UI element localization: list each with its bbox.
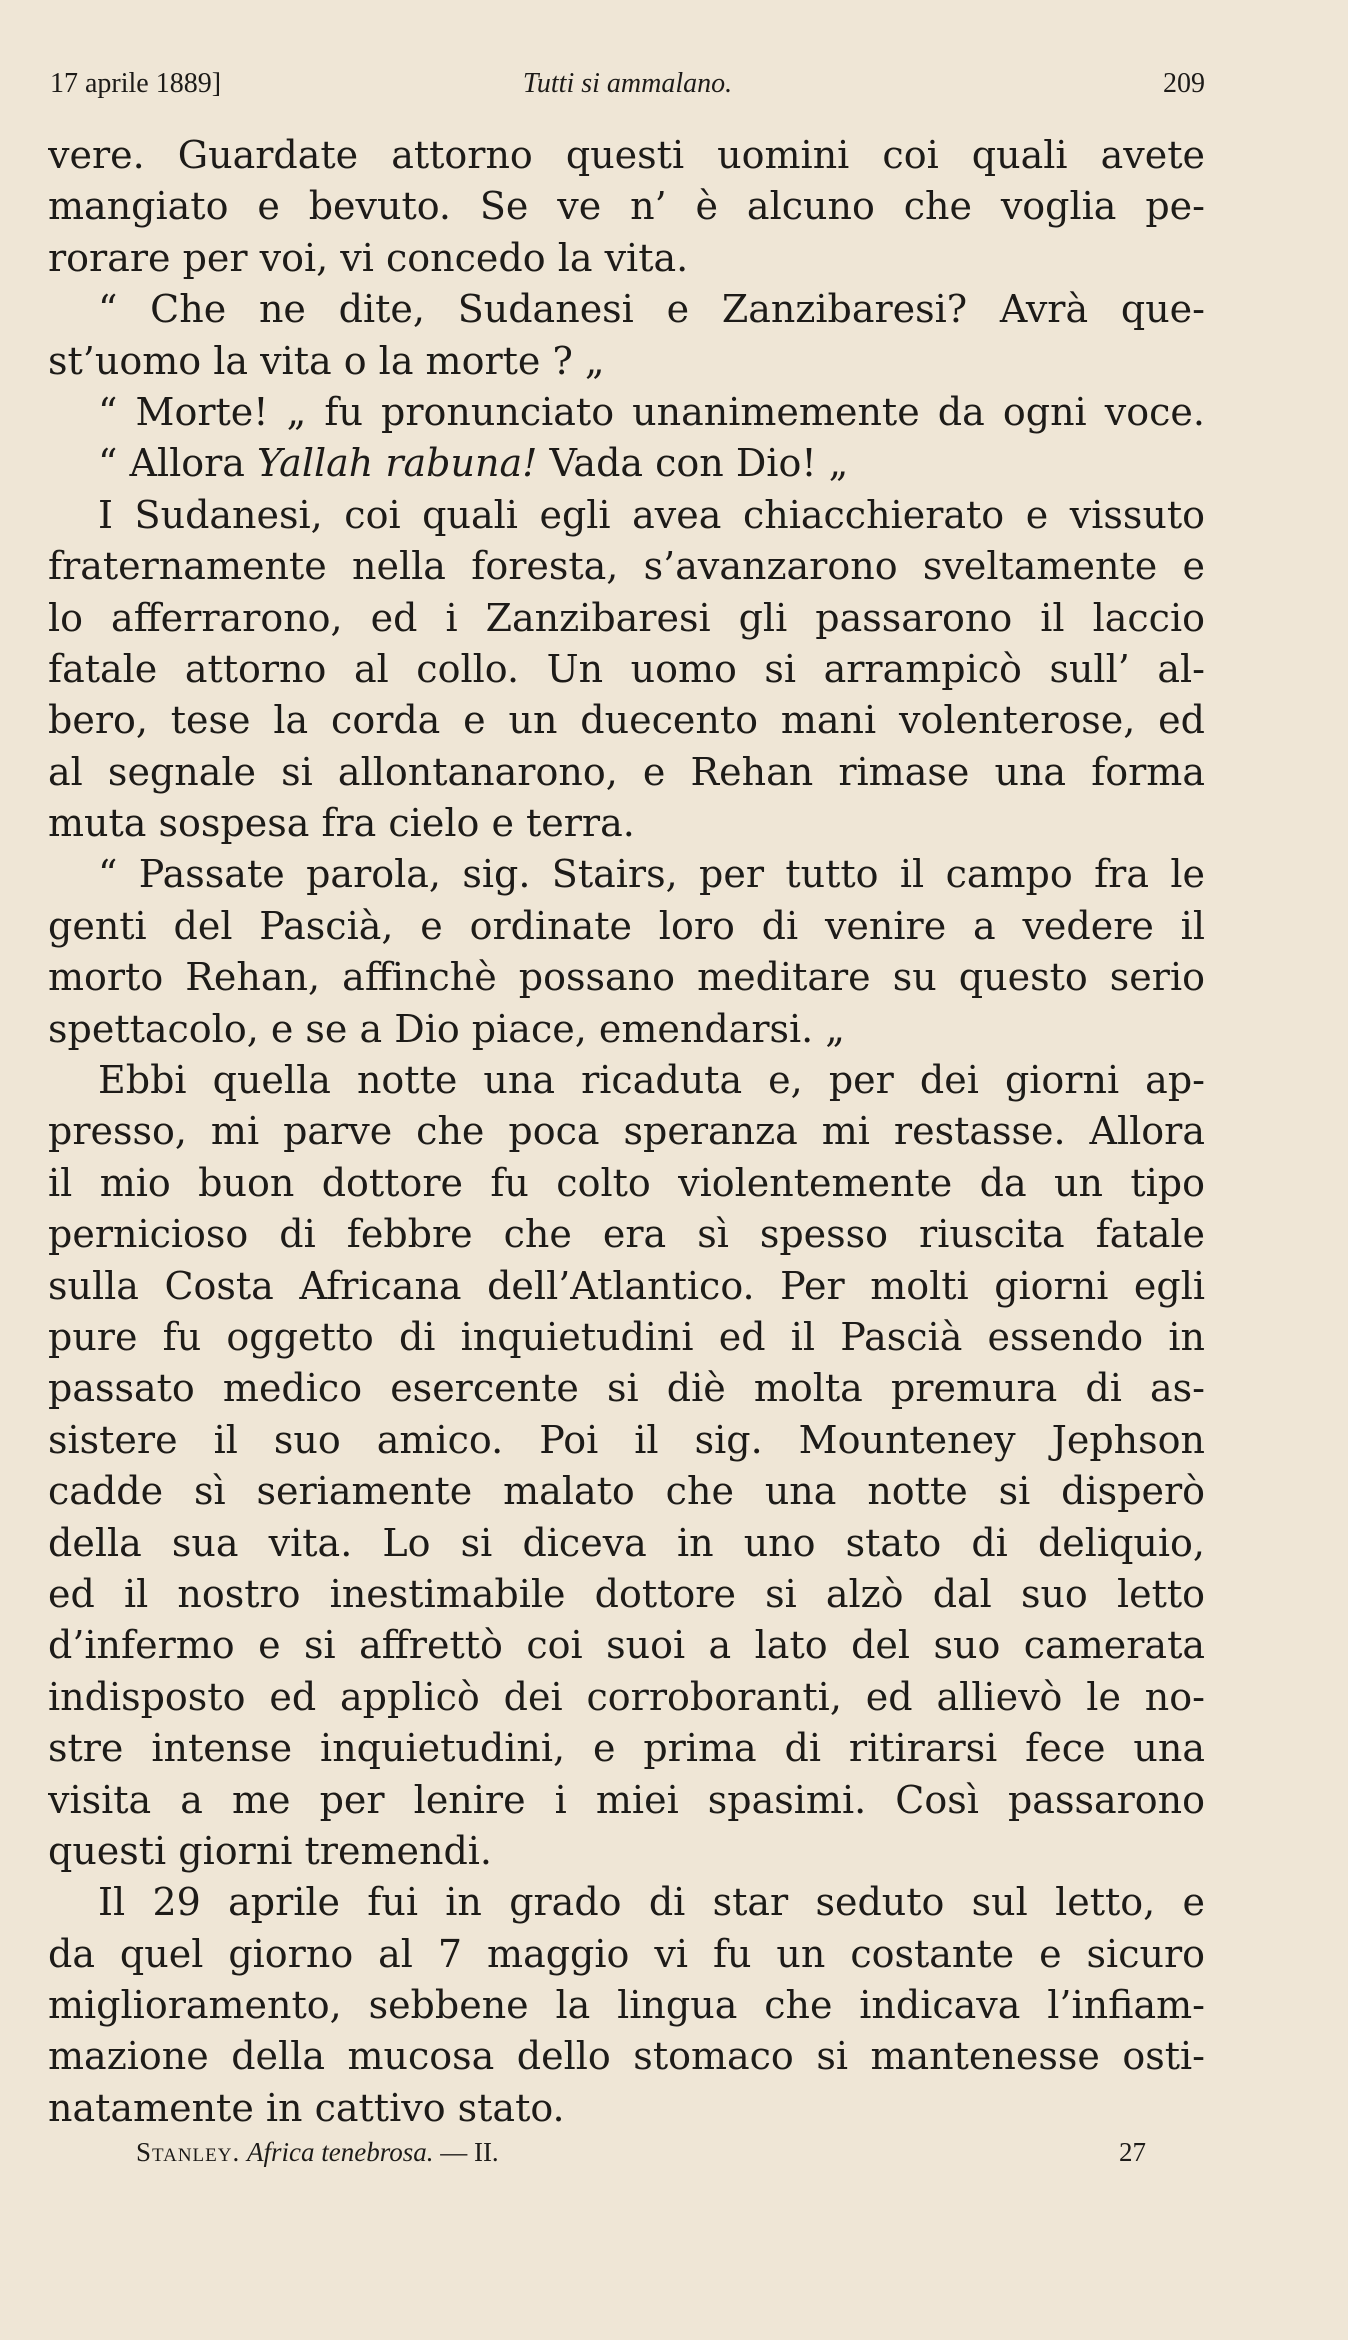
text-line: il mio buon dottore fu colto violentemente da un tipo (48, 1160, 1205, 1205)
text-line: visita a me per lenire i miei spasimi. Così passarono (48, 1777, 1205, 1822)
text-line: indisposto ed applicò dei corroboranti, ed allievò le no- (48, 1674, 1205, 1719)
signature-number: 27 (1119, 2137, 1146, 2167)
text-line: cadde sì seriamente malato che una notte si disperò (48, 1469, 1205, 1514)
text-line: pure fu oggetto di inquietudini ed il Pascià essendo in (48, 1314, 1205, 1359)
chapter-title: Tutti si ammalano. (522, 68, 733, 99)
footer-volume: II. (473, 2137, 499, 2167)
body-text (48, 130, 1205, 2134)
text-line: passato medico esercente si diè molta premura di as- (48, 1366, 1205, 1411)
text-line: al segnale si allontanarono, e Rehan rimase una forma (48, 749, 1205, 794)
text-line: “ Che ne dite, Sudanesi e Zanzibaresi? Avrà que- (98, 287, 1205, 332)
footer-author: Stanley. (136, 2137, 241, 2167)
footer-book-title: Africa tenebrosa. (246, 2137, 434, 2167)
text-line: bero, tese la corda e un duecento mani volenterose, ed (48, 698, 1205, 743)
page-number: 209 (1163, 68, 1205, 99)
text-line: lo afferrarono, ed i Zanzibaresi gli passarono il laccio (48, 595, 1205, 640)
text-line: mazione della mucosa dello stomaco si mantenesse osti- (48, 2034, 1205, 2079)
text-line: presso, mi parve che poca speranza mi restasse. Allora (48, 1109, 1205, 1154)
text-line: sistere il suo amico. Poi il sig. Mounteney Jephson (48, 1417, 1205, 1462)
text-line: “ Allora Yallah rabuna! Vada con Dio! „ (98, 441, 849, 486)
text-line: stre intense inquietudini, e prima di ritirarsi fece una (48, 1726, 1205, 1771)
text-line: Ebbi quella notte una ricaduta e, per dei giorni ap- (98, 1058, 1205, 1103)
text-line: morto Rehan, affinchè possano meditare su questo serio (48, 955, 1205, 1000)
running-head (50, 64, 1205, 104)
text-line: I Sudanesi, coi quali egli avea chiacchierato e vissuto (98, 492, 1205, 537)
text-line: d’infermo e si affrettò coi suoi a lato del suo camerata (48, 1623, 1205, 1668)
text-line: questi giorni tremendi. (48, 1828, 492, 1873)
footer-dash: — (440, 2137, 468, 2167)
page-footer (136, 2132, 1146, 2172)
text-line: pernicioso di febbre che era sì spesso riuscita fatale (48, 1212, 1205, 1257)
text-line: rorare per voi, vi concedo la vita. (48, 235, 689, 280)
text-line: muta sospesa fra cielo e terra. (48, 801, 635, 846)
text-line: natamente in cattivo stato. (48, 2085, 565, 2130)
text-line: da quel giorno al 7 maggio vi fu un costante e sicuro (48, 1931, 1205, 1976)
text-line: “ Passate parola, sig. Stairs, per tutto il campo fra le (98, 852, 1205, 897)
text-line: st’uomo la vita o la morte ? „ (48, 338, 605, 383)
text-line: miglioramento, sebbene la lingua che indicava l’infiam- (48, 1983, 1205, 2028)
footer-signature (136, 2132, 499, 2172)
italic-phrase: Yallah rabuna! (257, 441, 538, 486)
text-line: sulla Costa Africana dell’Atlantico. Per molti giorni egli (48, 1263, 1205, 1308)
text-line: fraternamente nella foresta, s’avanzarono sveltamente e (48, 544, 1205, 589)
text-line: “ Morte! „ fu pronunciato unanimemente da ogni voce. (98, 389, 1205, 434)
text-line: della sua vita. Lo si diceva in uno stato di deliquio, (48, 1520, 1205, 1565)
text-line: vere. Guardate attorno questi uomini coi quali avete (48, 133, 1205, 177)
text-line: spettacolo, e se a Dio piace, emendarsi. „ (48, 1006, 845, 1051)
header-date: 17 aprile 1889] (50, 68, 222, 99)
text-line: fatale attorno al collo. Un uomo si arrampicò sull’ al- (48, 646, 1205, 691)
text-line: genti del Pascià, e ordinate loro di venire a vedere il (48, 903, 1205, 948)
text-line: mangiato e bevuto. Se ve n’ è alcuno che voglia pe- (48, 184, 1205, 229)
text-line: ed il nostro inestimabile dottore si alzò dal suo letto (48, 1571, 1205, 1616)
text-line: Il 29 aprile fui in grado di star seduto sul letto, e (98, 1880, 1205, 1925)
